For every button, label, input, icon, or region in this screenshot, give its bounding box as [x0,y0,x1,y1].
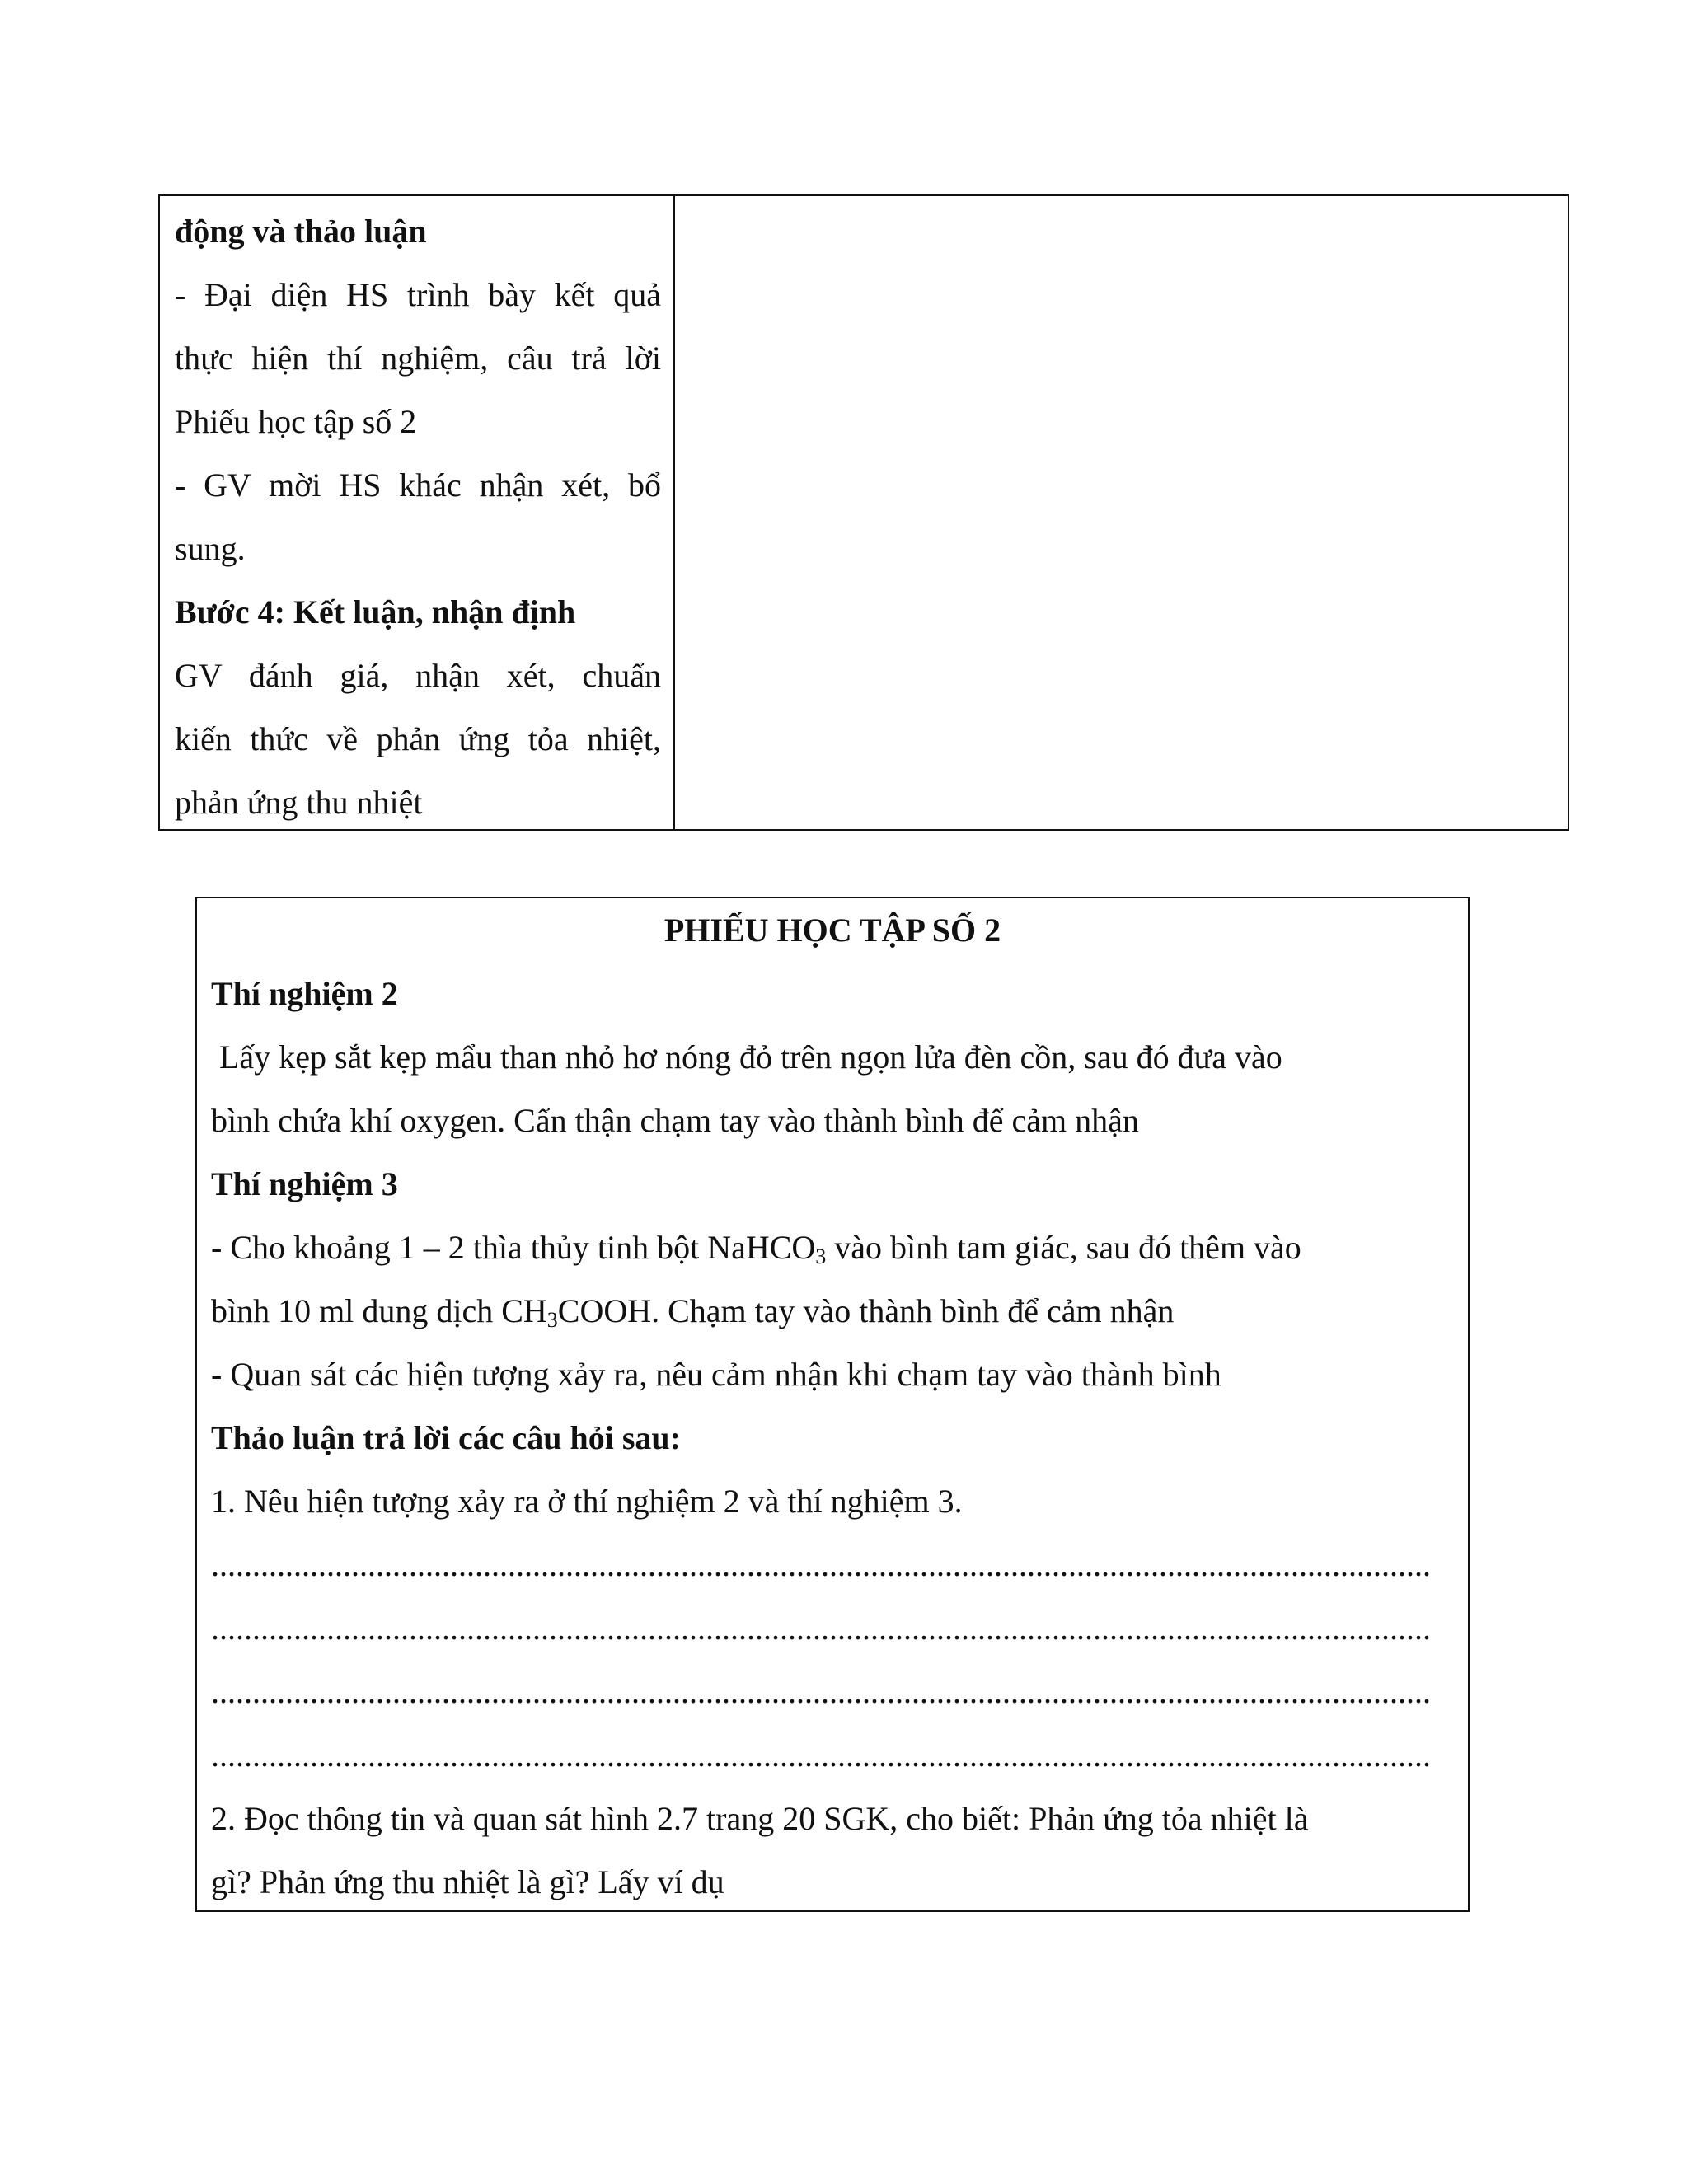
activity-steps-cell [175,199,661,834]
activity-step-line: Phiếu học tập số 2 [175,403,417,440]
table-column-divider [673,196,675,829]
experiment-2-heading: Thí nghiệm 2 [211,975,398,1012]
question-1: 1. Nêu hiện tượng xảy ra ở thí nghiệm 2 và thí nghiệm 3. [211,1483,963,1520]
activity-step-line: - GV mời HS khác nhận xét, bổ [175,466,661,504]
experiment-2-text-line2: bình chứa khí oxygen. Cẩn thận chạm tay vào thành bình để cảm nhận [211,1102,1139,1139]
answer-dotted-line: .................................................................................................................................................... [211,1546,1431,1583]
exp3-line1-subscript: 3 [815,1244,827,1268]
experiment-3-heading: Thí nghiệm 3 [211,1165,398,1202]
exp3-line2-part-b: COOH. Chạm tay vào thành bình để cảm nhận [557,1292,1175,1329]
exp3-line1-part-a: - Cho khoảng 1 – 2 thìa thủy tinh bột NaHCO [211,1229,816,1266]
activity-step-line: phản ứng thu nhiệt [175,784,423,821]
question-2-line2: gì? Phản ứng thu nhiệt là gì? Lấy ví dụ [211,1863,724,1900]
answer-dotted-line: .................................................................................................................................................... [211,1673,1431,1710]
activity-step-line: động và thảo luận [175,213,427,250]
question-2-line1: 2. Đọc thông tin và quan sát hình 2.7 trang 20 SGK, cho biết: Phản ứng tỏa nhiệt là [211,1800,1309,1837]
experiment-2-text-line1: Lấy kẹp sắt kẹp mẩu than nhỏ hơ nóng đỏ trên ngọn lửa đèn cồn, sau đó đưa vào [211,1038,1282,1076]
activity-step-line: Bước 4: Kết luận, nhận định [175,593,576,630]
activity-step-line: kiến thức về phản ứng tỏa nhiệt, [175,720,661,757]
answer-lines [211,1533,1454,1787]
answer-dotted-line: .................................................................................................................................................... [211,1610,1431,1647]
activity-step-line: - Đại diện HS trình bày kết quả [175,276,661,313]
activity-step-line: GV đánh giá, nhận xét, chuẩn [175,657,661,694]
experiment-3-text-line3: - Quan sát các hiện tượng xảy ra, nêu cảm nhận khi chạm tay vào thành bình [211,1356,1221,1393]
exp3-line1-part-b: vào bình tam giác, sau đó thêm vào [826,1229,1301,1266]
worksheet-box [195,897,1470,1912]
activity-step-line: sung. [175,530,246,567]
discussion-heading: Thảo luận trả lời các câu hỏi sau: [211,1419,681,1456]
worksheet-title: PHIẾU HỌC TẬP SỐ 2 [663,912,1001,949]
exp3-line2-subscript: 3 [546,1308,558,1332]
experiment-3-text-line1 [211,1216,1454,1279]
activity-table [158,194,1569,831]
exp3-line2-part-a: bình 10 ml dung dịch CH [211,1292,547,1329]
answer-dotted-line: .................................................................................................................................................... [211,1736,1431,1774]
experiment-3-text-line2 [211,1279,1454,1343]
activity-step-line: thực hiện thí nghiệm, câu trả lời [175,340,661,377]
